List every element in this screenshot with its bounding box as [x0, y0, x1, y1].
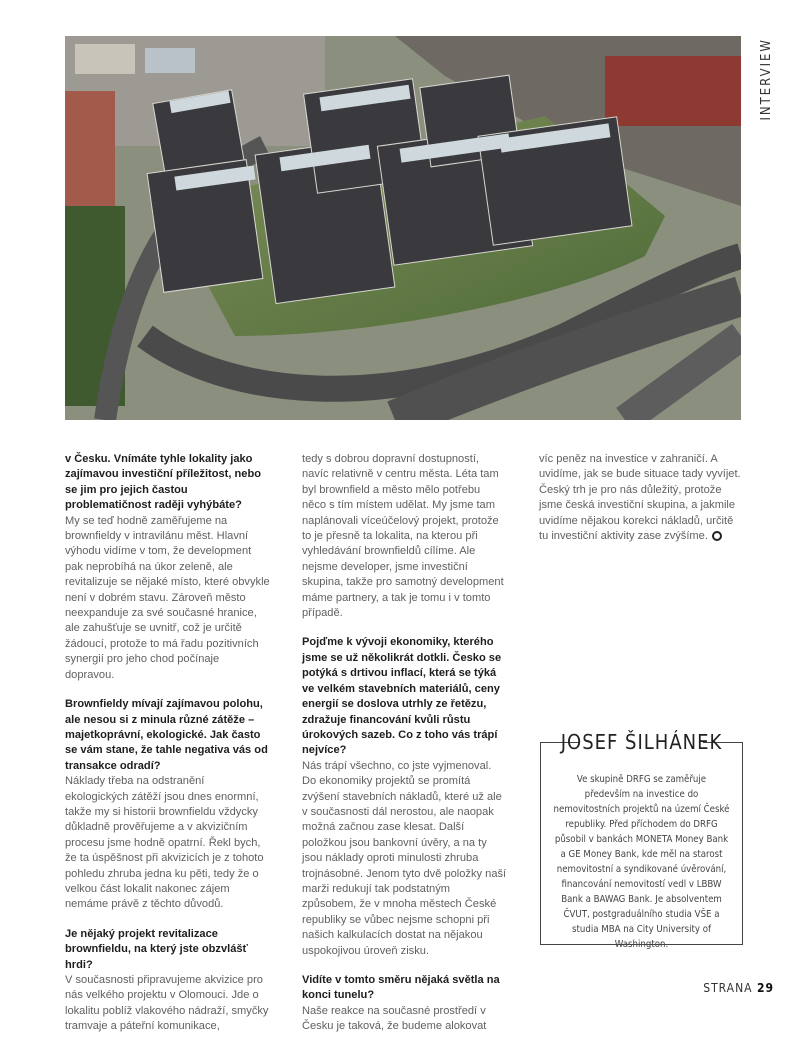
article-column-1	[65, 452, 270, 1049]
question-text: Pojďme k vývoji ekonomiky, kterého jsme se už několikrát dotkli. Česko se potýká s drtivou inflací, která se týká ve velkém stavebních materiálů, ceny energií se doslova utrhly ze řetězu, zdražuje financování kvůli růstu úrokových sazeb. Co z toho vás trápí nejvíce?	[302, 636, 502, 757]
answer-text: V současnosti připravujeme akvizice pro nás velkého projektu v Olomouci. Jde o lokalitu poblíž vlakového nádraží, smyčky tramvaje a páteřní komunikace,	[65, 974, 269, 1033]
question-text: Vidíte v tomto směru nějaká světla na konci tunelu?	[302, 974, 500, 1002]
article-column-3	[539, 452, 744, 558]
question-text: Je nějaký projekt revitalizace brownfieldu, na který jste obzvlášť hrdi?	[65, 927, 248, 971]
page-value: 29	[756, 981, 774, 995]
answer-text: tedy s dobrou dopravní dostupností, navíc relativně v centru města. Léta tam byl brownfield a město mělo potřebu něco s tím místem udělat. My jsme tam naplánovali víceúčelový projekt, protože to je přesně ta lokalita, na kterou při vyhledávání brownfieldů cílíme. Ale nejsme developer, jsme investiční skupina, takže pro samotný development máme partnery, a tak je tomu i v tomto případě.	[302, 453, 504, 620]
aerial-photo	[65, 36, 741, 420]
profile-name: JOSEF ŠILHÁNEK	[560, 730, 723, 754]
answer-text: Náklady třeba na odstranění ekologických zátěží jsou dnes enormní, takže my si historii brownfieldu vždycky důkladně prověřujeme a v akvizičním procesu jsme hodně opatrní. Řekl bych, že ta úspěšnost při akvizicích je z tohoto pohledu zhruba jedna ku pěti, tedy že o velkou část lokalit nakonec zájem nemáme právě z těchto důvodů.	[65, 775, 264, 911]
question-text: v Česku. Vnímáte tyhle lokality jako zajímavou investiční příležitost, nebo se jim pro jejich častou problematičnost raději vyhýbáte?	[65, 453, 262, 512]
answer-text: Naše reakce na současné prostředí v Česku je taková, že budeme alokovat	[302, 1004, 487, 1033]
section-label: INTERVIEW	[759, 38, 774, 121]
answer-text	[539, 452, 744, 544]
answer-text: Nás trápí všechno, co jste vyjmenoval. Do ekonomiky projektů se promítá zvýšení stavebních nákladů, které už ale v současnosti dál nerostou, ale naopak možná začnou zase klesat. Další položkou jsou bankovní úvěry, a na ty jsou náklady oproti minulosti zhruba trojnásobné. Jenom tyto dvě položky naší marži redukují tak podstatným způsobem, že v mnoha městech České republiky se vůbec nejsme schopni při našich kalkulacích dostat na nějakou uspokojivou úroveň zisku.	[302, 759, 507, 957]
question-text: Brownfieldy mívají zajímavou polohu, ale nesou si z minula různé zátěže – majetkoprávní, ekologické. Jak často se vám stane, že tahle negativa vás od transakce odradí?	[65, 698, 268, 772]
aerial-photo-illustration	[65, 36, 741, 420]
page-label: STRANA	[703, 981, 753, 995]
profile-bio: Ve skupině DRFG se zaměřuje především na investice do nemovitostních projektů na území České republiky. Před příchodem do DRFG působil v bankách MONETA Money Bank a GE Money Bank, kde měl na starost nemovitostní a syndikované úvěrování, financování nemovitostí vedl v LBBW Bank a BAWAG Bank. Je absolventem ČVUT, postgraduálního studia VŠE a studia MBA na City University of Washington.	[553, 774, 730, 950]
answer-text: My se teď hodně zaměřujeme na brownfieldy v intravilánu měst. Hlavní výhodu vidíme v tom, že development pak neprobíhá na úkor zeleně, ale revitalizuje se nějaké místo, které obvykle není v dobrém stavu. Zároveň město neexpanduje za své současné hranice, ale zahušťuje se uvnitř, což je určitě žádoucí, protože to má řadu pozitivních synergií pro jeho chod počínaje dopravou.	[65, 514, 270, 681]
article-column-2	[302, 452, 507, 1049]
article-end-icon	[712, 531, 722, 541]
profile-box	[540, 730, 743, 950]
answer-text-content: víc peněz na investice v zahraničí. A uvidíme, jak se bude situace tady vyvíjet. Český trh je pro nás důležitý, protože jsme česká investiční skupina, a jakmile uvidíme nějakou korekci nákladů, určitě tu investiční aktivity zase zvýšíme.	[539, 453, 741, 543]
page-number	[703, 981, 774, 995]
